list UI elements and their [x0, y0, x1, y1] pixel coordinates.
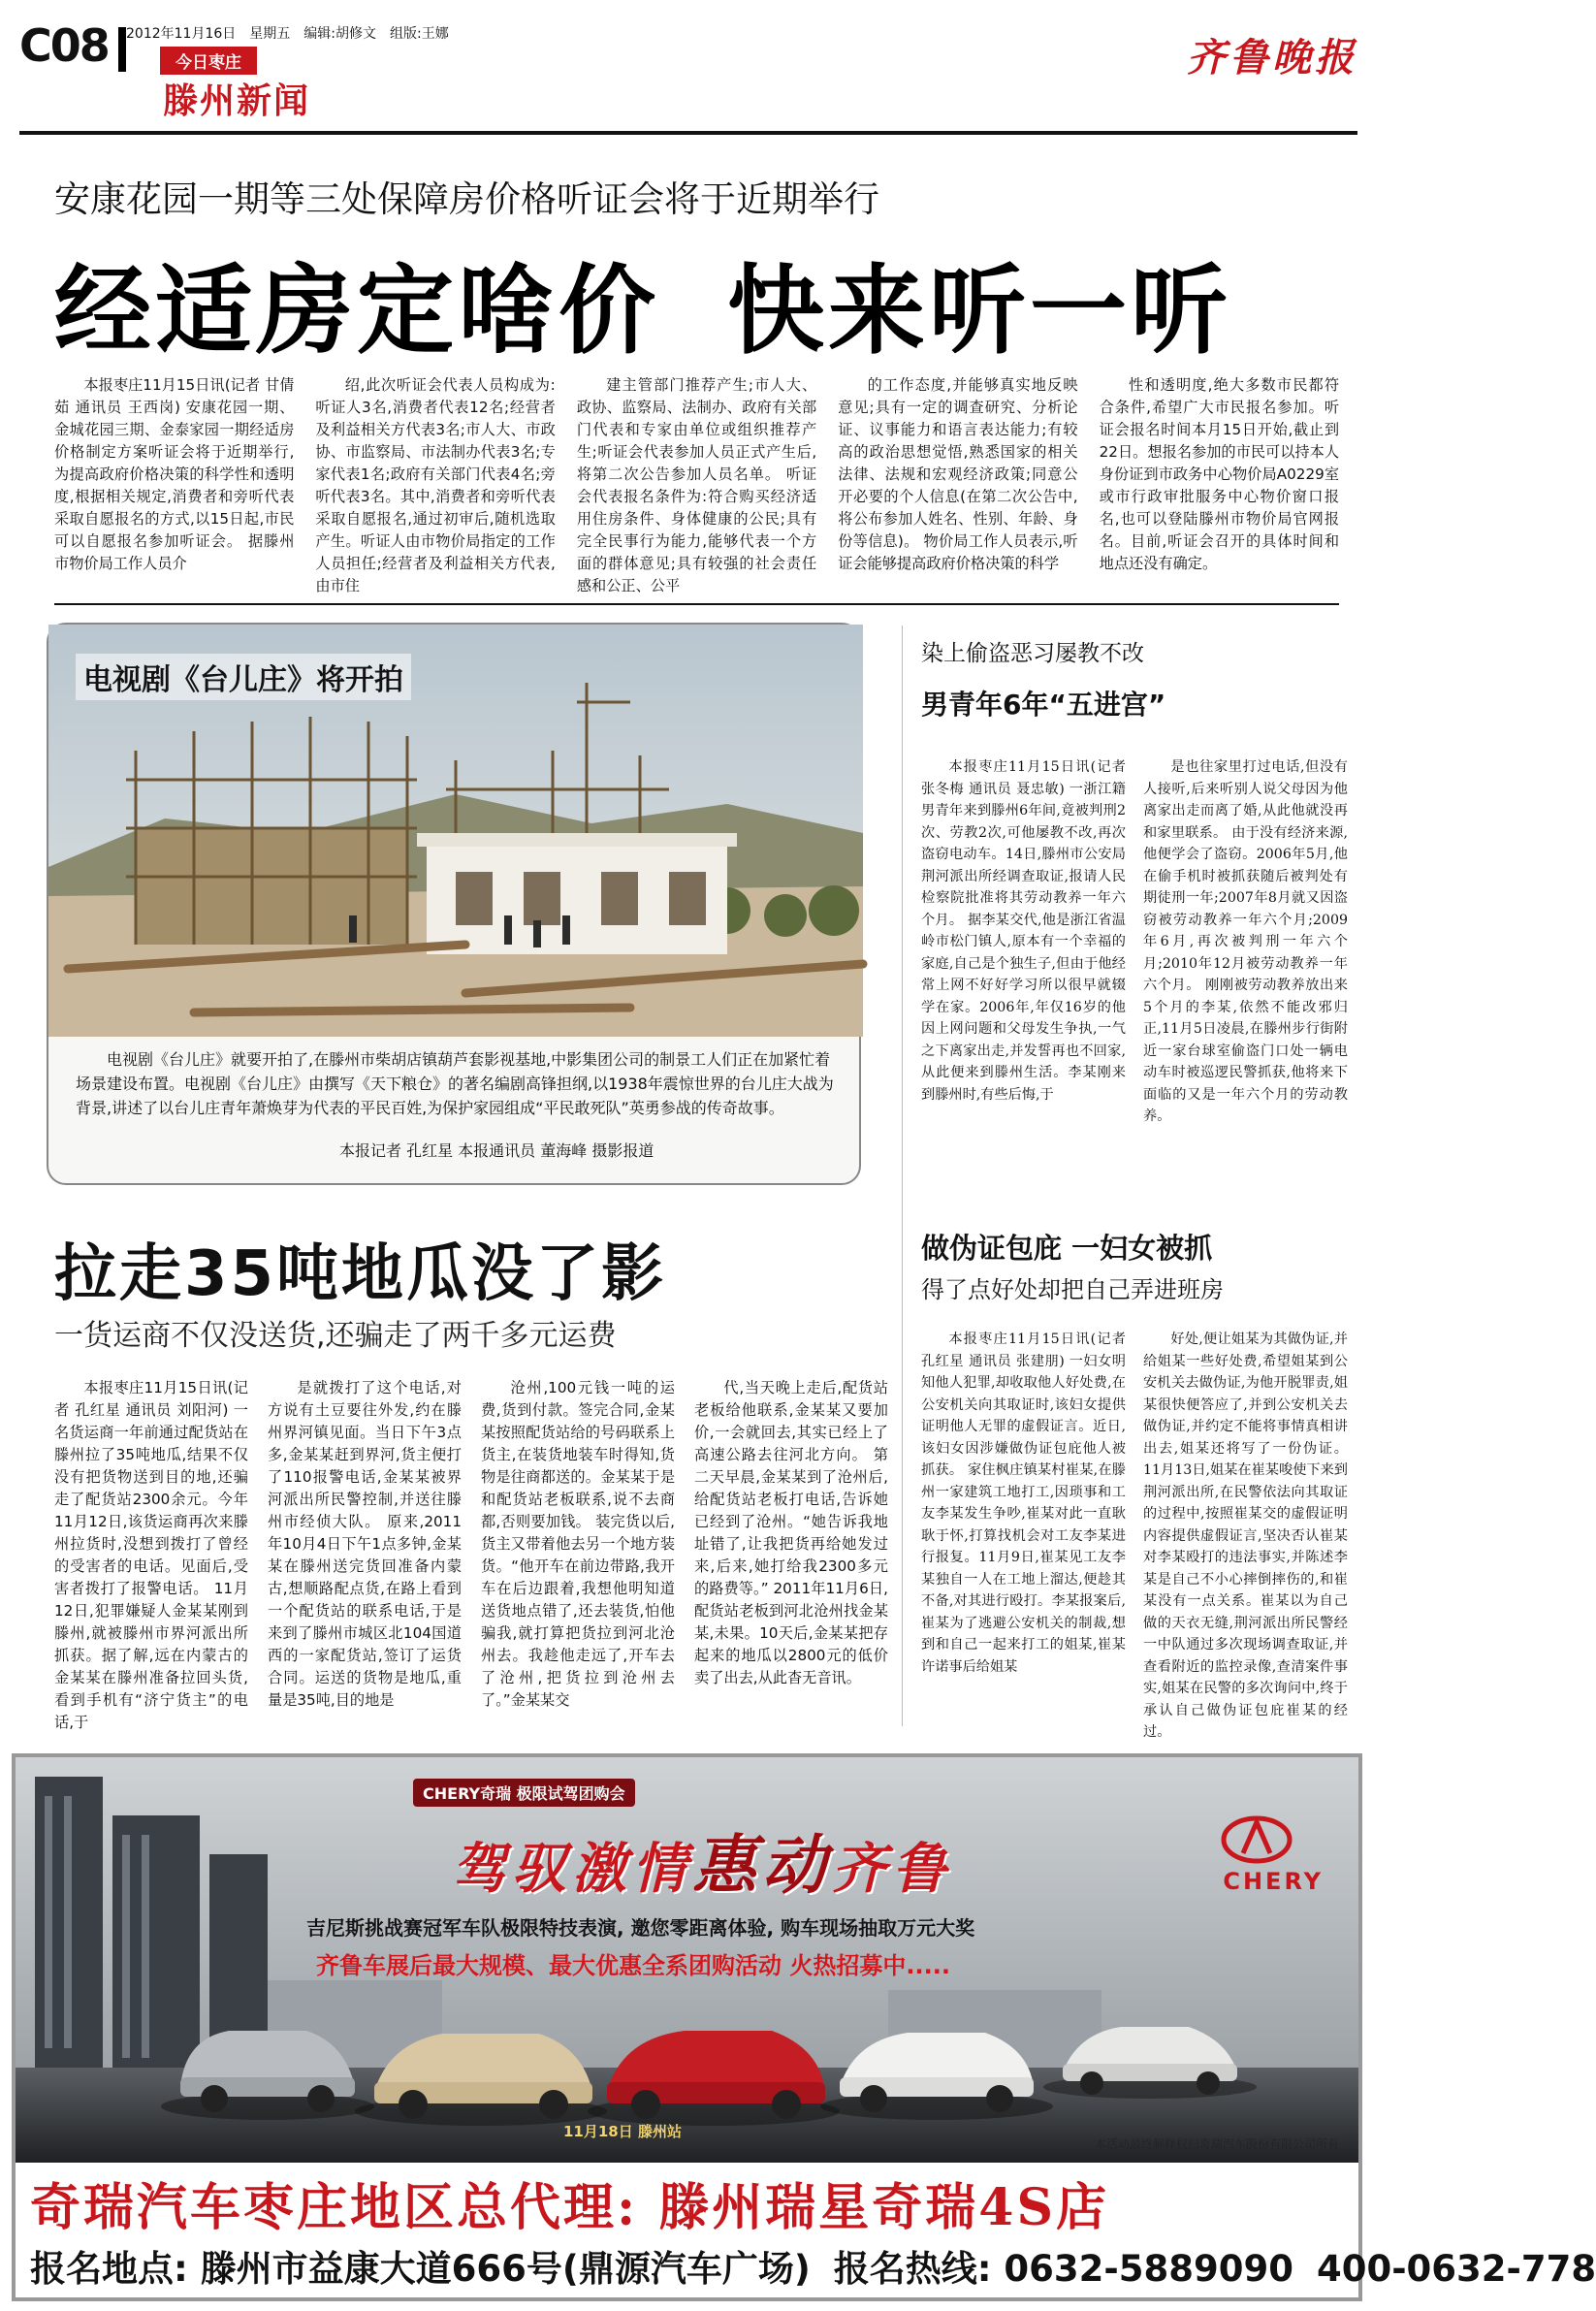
section-title: 滕州新闻 — [163, 80, 311, 121]
editor-credit: 编辑:胡修文 — [303, 26, 376, 42]
lead-headline — [54, 233, 1231, 372]
page-code: C08 — [19, 19, 126, 72]
ad-scene — [16, 1757, 1358, 2163]
lead-column: 本报枣庄11月15日讯(记者 甘倩茹 通讯员 王西岗) 安康花园一期、金城花园三期、金泰家园一期经适房价格制定方案听证会将于近期举行,为提高政府价格决策的科学性和透明度,根据相关规定,消费者和旁听代表采取自愿报名的方式,以15日起,市民可以自愿报名参加听证会。 据滕州市物价局工作人员介 — [54, 376, 295, 572]
ad-slogan: 驾驭激情惠动齐鲁 — [452, 1827, 952, 1903]
photo-title: 电视剧《台儿庄》将开拍 — [76, 654, 411, 700]
lead-body — [54, 374, 1339, 595]
lead-headline-part2: 快来听一听 — [727, 254, 1231, 368]
potato-body — [54, 1377, 888, 1731]
thief-headline: 男青年6年“五进宫” — [921, 689, 1166, 721]
ad-footnote: 本活动最终解释权归奇瑞汽车股份有限公司所有 — [1094, 2137, 1339, 2151]
fake-cert-headline: 做伪证包庇 一妇女被抓 — [921, 1232, 1213, 1265]
potato-headline: 拉走35吨地瓜没了影 — [54, 1238, 667, 1310]
ad-line2: 齐鲁车展后最大规模、最大优惠全系团购活动 火热招募中..... — [316, 1952, 950, 1979]
ad-line1: 吉尼斯挑战赛冠军车队极限特技表演, 邀您零距离体验, 购车现场抽取万元大奖 — [306, 1916, 975, 1940]
fake-cert-column: 本报枣庄11月15日讯(记者 孔红星 通讯员 张建朋) 一妇女明知他人犯罪,却收取他人好处费,在公安机关向其取证时,该妇女提供证明他人无罪的虚假证言。近日,该妇女因涉嫌做伪证包庇他人被抓获。 家住枫庄镇某村崔某,在滕州一家建筑工地打工,因琐事和工友李某发生争吵,崔某对此一直耿耿于怀,打算找机会对工友李某进行报复。11月9日,崔某见工友李某独自一人在工地上溜达,便趁其不备,对其进行殴打。李某报案后,崔某为了逃避公安机关的制裁,想到和自己一起来打工的姐某,崔某许诺事后给姐某 — [921, 1332, 1126, 1675]
potato-column: 是就拨打了这个电话,对方说有土豆要往外发,约在滕州界河镇见面。当日下午3点多,金某某赶到界河,货主便打了110报警电话,金某某被界河派出所民警控制,并送往滕州市经侦大队。 原来,2011年10月4日下午1点多钟,金某某在滕州送完货回准备内蒙古,想顺路配点货,在路上看到一个配货站的联系电话,于是来到了滕州市城区北104国道西的一家配货站,签订了运货合同。运送的货物是地瓜,重量是35吨,目的地是 — [268, 1379, 462, 1709]
chery-advertisement — [12, 1753, 1596, 2301]
lead-column: 性和透明度,绝大多数市民都符合条件,希望广大市民报名参加。听证会报名时间本月15日开始,截止到22日。想报名参加的市民可以持本人身份证到市政务中心物价局A0229室或市行政审批服务中心物价窗口报名,也可以登陆滕州市物价局官网报名。目前,听证会召开的具体时间和地点还没有确定。 — [1099, 376, 1340, 572]
thief-column: 本报枣庄11月15日讯(记者 张冬梅 通讯员 聂忠敏) 一浙江籍男青年来到滕州6年间,竟被判刑2次、劳教2次,可他屡教不改,再次盗窃电动车。14日,滕州市公安局荆河派出所经调查取证,报请人民检察院批准将其劳动教养一年六个月。 据李某交代,他是浙江省温岭市松门镇人,原本有一个幸福的家庭,自己是个独生子,但由于他经常上网不好好学习所以很早就辍学在家。2006年,年仅16岁的他因上网问题和父母发生争执,一气之下离家出走,并发誓再也不回家,从此便来到滕州生活。李某刚来到滕州时,有些后悔,于 — [921, 759, 1126, 1103]
ad-dealer: 奇瑞汽车枣庄地区总代理: 滕州瑞星奇瑞4S店 — [30, 2178, 1110, 2237]
chery-logo — [1223, 1815, 1324, 1895]
ad-contact — [30, 2239, 1596, 2292]
potato-subhead: 一货运商不仅没送货,还骗走了两千多元运费 — [54, 1319, 617, 1353]
lead-kicker: 安康花园一期等三处保障房价格听证会将于近期举行 — [54, 178, 879, 220]
issue-date: 2012年11月16日 — [126, 26, 237, 42]
photo-caption: 电视剧《台儿庄》就要开拍了,在滕州市柴胡店镇葫芦套影视基地,中影集团公司的制景工人们正在加紧忙着场景建设布置。电视剧《台儿庄》由撰写《天下粮仓》的著名编剧高锋担纲,以1938年震惊世界的台儿庄大战为背景,讲述了以台儿庄青年萧焕芽为代表的平民百姓,为保护家园组成“平民敢死队”英勇参战的传奇故事。 — [76, 1050, 834, 1117]
layout-credit: 组版:王娜 — [389, 26, 449, 42]
lead-column: 的工作态度,并能够真实地反映意见;具有一定的调查研究、分析论证、议事能力和语言表达能力;有较高的政治思想觉悟,熟悉国家的相关法律、法规和宏观经济政策;同意公开必要的个人信息(在第二次公告中,将公布参加人姓名、性别、年龄、身份等信息)。 物价局工作人员表示,听证会能够提高政府价格决策的科学 — [838, 376, 1078, 572]
section-tag: 今日枣庄 — [160, 47, 257, 75]
fake-cert-column: 好处,便让姐某为其做伪证,并给姐某一些好处费,希望姐某到公安机关去做伪证,为他开脱罪责,姐某很快便答应了,并到公安机关去做伪证,并约定不能将事情真相讲出去,姐某还将写了一份伪证。 11月13日,姐某在崔某唆使下来到荆河派出所,在民警依法向其取证的过程中,按照崔某交的虚假证明内容提供虚假证言,坚决否认崔某对李某殴打的违法事实,并陈述李某是自己不小心摔倒摔伤的,和崔某没有一点关系。崔某以为自己做的天衣无缝,荆河派出所民警经一中队通过多次现场调查取证,并查看附近的监控录像,查清案件事实,姐某在民警的多次询问中,终于承认自己做伪证包庇崔某的经过。 — [1143, 1332, 1348, 1740]
fake-cert-kicker: 得了点好处却把自己弄进班房 — [921, 1276, 1224, 1303]
issue-weekday: 星期五 — [249, 26, 291, 42]
paper-logo: 齐鲁晚报 — [1187, 35, 1357, 80]
lead-column: 建主管部门推荐产生;市人大、政协、监察局、法制办、政府有关部门代表和专家由单位或组织推荐产生;听证会代表参加人员正式产生后,将第二次公告参加人员名单。 听证会代表报名条件为:符合购买经济适用住房条件、身体健康的公民;具有完全民事行为能力,能够代表一个方面的群体意见;具有较强的社会责任感和公正、公平 — [576, 376, 817, 594]
ad-event-badge: CHERY奇瑞 极限试驾团购会 — [413, 1779, 635, 1807]
column-divider — [902, 626, 903, 1726]
issue-meta — [126, 23, 449, 43]
photo-credit: 本报记者 孔红星 本报通讯员 董海峰 摄影报道 — [339, 1141, 654, 1160]
ad-address: 报名地点: 滕州市益康大道666号(鼎源汽车广场) — [30, 2248, 811, 2290]
section-divider — [54, 603, 1339, 605]
ad-hotline: 报名热线: 0632-5889090 — [833, 2248, 1293, 2290]
thief-column: 是也往家里打过电话,但没有人接听,后来听别人说父母因为他离家出走而离了婚,从此他就没再和家里联系。 由于没有经济来源,他便学会了盗窃。2006年5月,他在偷手机时被抓获随后被判处有期徒刑一年;2007年8月就又因盗窃被劳动教养一年六个月;2009年6月,再次被判刑一年六个月;2010年12月被劳动教养一年六个月。 刚刚被劳动教养放出来5个月的李某,依然不能改邪归正,11月5日凌晨,在滕州步行街附近一家台球室偷盗门口处一辆电动车时被巡逻民警抓获,他将来下面临的又是一年六个月的劳动教养。 — [1143, 759, 1348, 1124]
lead-headline-part1: 经适房定啥价 — [54, 254, 659, 368]
ad-hotline2: 400-0632-778 — [1316, 2248, 1596, 2290]
ad-date-banner: 11月18日 滕州站 — [563, 2123, 682, 2140]
fake-cert-body — [921, 1329, 1348, 1740]
thief-kicker: 染上偷盗恶习屡教不改 — [921, 641, 1144, 666]
potato-column: 沧州,100元钱一吨的运费,货到付款。签完合同,金某某按照配货站给的号码联系上货主,在装货地装车时得知,货物是往商都送的。金某某于是和配货站老板联系,说不去商都,否则要加钱。 装完货以后,货主又带着他去另一个地方装货。“他开车在前边带路,我开车在后边跟着,我想他明知道送货地点错了,还去装货,怕他骗我,就打算把货拉到河北沧州去。我趁他走远了,开车去了沧州,把货拉到沧州去了。”金某某交 — [481, 1379, 675, 1709]
thief-body — [921, 756, 1348, 1241]
masthead — [19, 10, 1357, 126]
potato-column: 代,当天晚上走后,配货站老板给他联系,金某某又要加价,一会就回去,其实已经上了高速公路去往河北方向。 第二天早晨,金某某到了沧州后,给配货站老板打电话,告诉她已经到了沧州。“她告诉我地址错了,让我把货再给她发过来,后来,她打给我2300多元的路费等。” 2011年11月6日,配货站老板到河北沧州找金某某,未果。10天后,金某某把存起来的地瓜以2800元的低价卖了出去,从此杳无音讯。 — [694, 1379, 888, 1686]
lead-column: 绍,此次听证会代表人员构成为:听证人3名,消费者代表12名;经营者及利益相关方代表3名;市人大、市政协、市监察局、市法制办代表3名;专家代表1名;政府有关部门代表4名;旁听代表3名。其中,消费者和旁听代表采取自愿报名,通过初审后,随机选取产生。听证人由市物价局指定的工作人员担任;经营者及利益相关方代表,由市住 — [315, 376, 556, 594]
chery-wordmark: CHERY — [1223, 1868, 1324, 1895]
photo-story — [47, 623, 861, 1185]
construction-photo — [48, 625, 863, 1037]
masthead-rule — [19, 131, 1357, 135]
potato-column: 本报枣庄11月15日讯(记者 孔红星 通讯员 刘阳河) 一名货运商一年前通过配货站在滕州拉了35吨地瓜,结果不仅没有把货物送到目的地,还骗走了配货站2300余元。今年11月12日,该货运商再次来滕州拉货时,没想到拨打了曾经的受害者的电话。见面后,受害者拨打了报警电话。 11月12日,犯罪嫌疑人金某某刚到滕州,就被滕州市界河派出所抓获。据了解,远在内蒙古的金某某在滕州准备拉回头货,看到手机有“济宁货主”的电话,于 — [54, 1379, 248, 1731]
